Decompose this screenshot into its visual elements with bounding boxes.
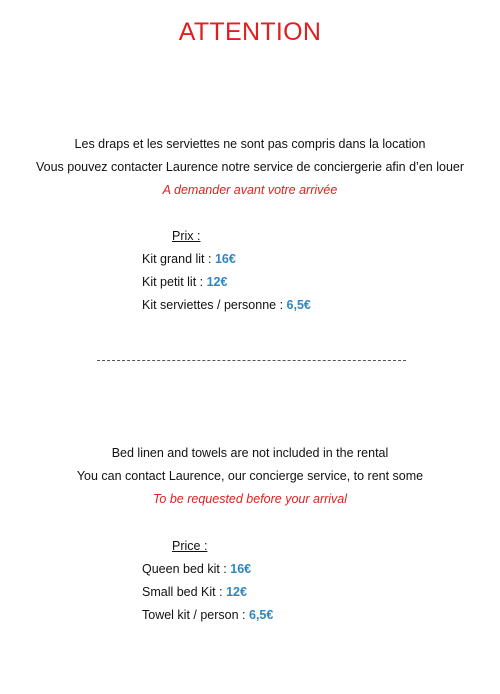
english-price-item (142, 607, 273, 623)
price-label: Towel kit / person : (142, 608, 249, 622)
page-title: ATTENTION (178, 18, 322, 46)
english-line-1: Bed linen and towels are not included in the rental (111, 446, 389, 460)
english-price-item (142, 561, 251, 577)
price-value: 12€ (226, 585, 247, 599)
french-price-item (142, 251, 236, 267)
price-label: Queen bed kit : (142, 562, 231, 576)
english-note: To be requested before your arrival (152, 492, 348, 506)
price-label: Kit serviettes / personne : (142, 298, 287, 312)
price-value: 16€ (214, 252, 236, 266)
french-price-item (142, 274, 227, 290)
section-divider (97, 360, 406, 361)
english-price-heading: Price : (172, 539, 208, 553)
english-price-item (142, 584, 247, 600)
price-value: 6,5€ (249, 608, 274, 622)
french-price-heading: Prix : (172, 229, 201, 243)
french-line-2: Vous pouvez contacter Laurence notre service de conciergerie afin d’en louer (35, 160, 465, 174)
price-value: 12€ (206, 275, 228, 289)
price-value: 6,5€ (286, 298, 311, 312)
price-label: Kit grand lit : (142, 252, 215, 266)
price-label: Kit petit lit : (142, 275, 207, 289)
french-price-item (142, 297, 311, 313)
english-line-2: You can contact Laurence, our concierge service, to rent some (76, 469, 424, 483)
price-label: Small bed Kit : (142, 585, 227, 599)
french-note: A demander avant votre arrivée (162, 183, 338, 197)
french-line-1: Les draps et les serviettes ne sont pas compris dans la location (74, 137, 426, 151)
price-value: 16€ (230, 562, 252, 576)
